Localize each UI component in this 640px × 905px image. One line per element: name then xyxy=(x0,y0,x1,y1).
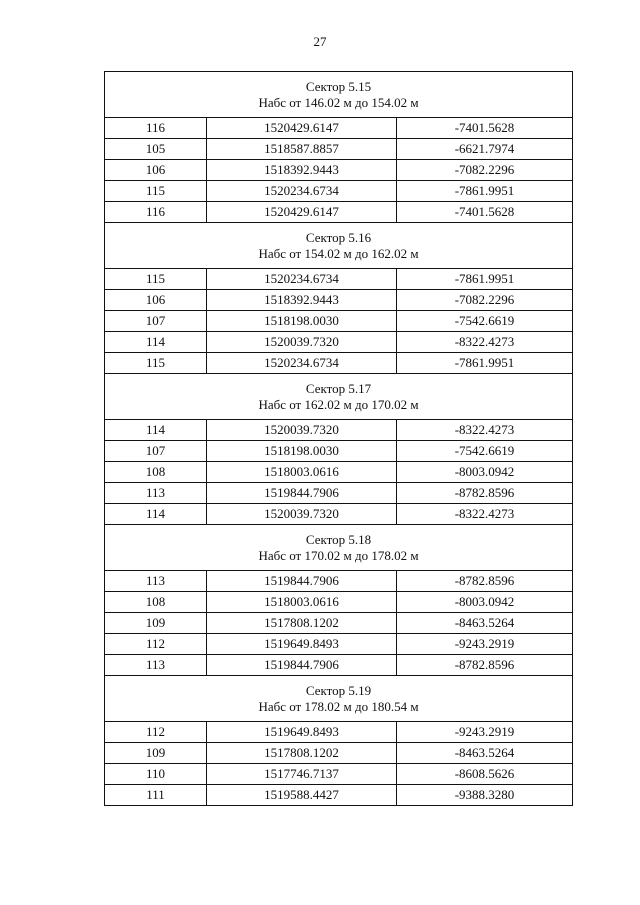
y-coordinate-cell: -7082.2296 xyxy=(397,160,573,181)
x-coordinate-cell: 1519844.7906 xyxy=(207,483,397,504)
table-row xyxy=(105,785,573,806)
y-coordinate-cell: -8322.4273 xyxy=(397,332,573,353)
x-coordinate-cell: 1518003.0616 xyxy=(207,592,397,613)
point-number-cell: 113 xyxy=(105,655,207,676)
x-coordinate-cell: 1519649.8493 xyxy=(207,722,397,743)
point-number-cell: 115 xyxy=(105,269,207,290)
sector-title: Сектор 5.19 xyxy=(305,682,372,698)
table-row xyxy=(105,202,573,223)
x-coordinate-cell: 1520234.6734 xyxy=(207,181,397,202)
point-number-cell: 109 xyxy=(105,743,207,764)
coordinates-table-body xyxy=(105,72,573,806)
y-coordinate-cell: -8322.4273 xyxy=(397,504,573,525)
y-coordinate-cell: -8463.5264 xyxy=(397,613,573,634)
y-coordinate-cell: -8608.5626 xyxy=(397,764,573,785)
x-coordinate-cell: 1520429.6147 xyxy=(207,202,397,223)
y-coordinate-cell: -8782.8596 xyxy=(397,655,573,676)
sector-header-cell xyxy=(105,72,573,118)
coordinates-table xyxy=(104,71,573,806)
sector-height-range: Набс от 146.02 м до 154.02 м xyxy=(258,94,419,110)
sector-header-row xyxy=(105,676,573,722)
y-coordinate-cell: -7542.6619 xyxy=(397,441,573,462)
point-number-cell: 110 xyxy=(105,764,207,785)
x-coordinate-cell: 1518587.8857 xyxy=(207,139,397,160)
x-coordinate-cell: 1520429.6147 xyxy=(207,118,397,139)
point-number-cell: 108 xyxy=(105,592,207,613)
point-number-cell: 112 xyxy=(105,722,207,743)
point-number-cell: 107 xyxy=(105,441,207,462)
sector-height-range: Набс от 154.02 м до 162.02 м xyxy=(258,245,419,261)
sector-header-cell xyxy=(105,676,573,722)
table-row xyxy=(105,462,573,483)
x-coordinate-cell: 1519649.8493 xyxy=(207,634,397,655)
point-number-cell: 114 xyxy=(105,332,207,353)
x-coordinate-cell: 1517746.7137 xyxy=(207,764,397,785)
x-coordinate-cell: 1517808.1202 xyxy=(207,613,397,634)
y-coordinate-cell: -6621.7974 xyxy=(397,139,573,160)
x-coordinate-cell: 1517808.1202 xyxy=(207,743,397,764)
x-coordinate-cell: 1520039.7320 xyxy=(207,504,397,525)
sector-header-cell xyxy=(105,374,573,420)
sector-title: Сектор 5.17 xyxy=(305,380,372,396)
y-coordinate-cell: -7861.9951 xyxy=(397,353,573,374)
table-row xyxy=(105,722,573,743)
y-coordinate-cell: -8003.0942 xyxy=(397,592,573,613)
point-number-cell: 115 xyxy=(105,353,207,374)
y-coordinate-cell: -7542.6619 xyxy=(397,311,573,332)
table-row xyxy=(105,743,573,764)
point-number-cell: 112 xyxy=(105,634,207,655)
sector-height-range: Набс от 178.02 м до 180.54 м xyxy=(258,698,419,714)
point-number-cell: 105 xyxy=(105,139,207,160)
point-number-cell: 109 xyxy=(105,613,207,634)
table-row xyxy=(105,613,573,634)
point-number-cell: 114 xyxy=(105,420,207,441)
table-row xyxy=(105,353,573,374)
table-row xyxy=(105,181,573,202)
y-coordinate-cell: -8003.0942 xyxy=(397,462,573,483)
x-coordinate-cell: 1520039.7320 xyxy=(207,420,397,441)
table-row xyxy=(105,655,573,676)
table-row xyxy=(105,118,573,139)
point-number-cell: 107 xyxy=(105,311,207,332)
point-number-cell: 113 xyxy=(105,483,207,504)
point-number-cell: 106 xyxy=(105,160,207,181)
sector-header-row xyxy=(105,72,573,118)
x-coordinate-cell: 1520234.6734 xyxy=(207,353,397,374)
table-row xyxy=(105,441,573,462)
sector-header-row xyxy=(105,525,573,571)
y-coordinate-cell: -7861.9951 xyxy=(397,269,573,290)
y-coordinate-cell: -7861.9951 xyxy=(397,181,573,202)
sector-header-row xyxy=(105,374,573,420)
sector-title: Сектор 5.18 xyxy=(305,531,372,547)
table-row xyxy=(105,764,573,785)
sector-header-cell xyxy=(105,525,573,571)
x-coordinate-cell: 1518392.9443 xyxy=(207,290,397,311)
y-coordinate-cell: -7401.5628 xyxy=(397,118,573,139)
y-coordinate-cell: -8782.8596 xyxy=(397,571,573,592)
x-coordinate-cell: 1520039.7320 xyxy=(207,332,397,353)
y-coordinate-cell: -7082.2296 xyxy=(397,290,573,311)
sector-header-row xyxy=(105,223,573,269)
table-row xyxy=(105,504,573,525)
y-coordinate-cell: -8782.8596 xyxy=(397,483,573,504)
table-row xyxy=(105,311,573,332)
table-row xyxy=(105,290,573,311)
x-coordinate-cell: 1519844.7906 xyxy=(207,655,397,676)
table-row xyxy=(105,634,573,655)
sector-header-cell xyxy=(105,223,573,269)
point-number-cell: 111 xyxy=(105,785,207,806)
point-number-cell: 113 xyxy=(105,571,207,592)
x-coordinate-cell: 1518198.0030 xyxy=(207,441,397,462)
x-coordinate-cell: 1518003.0616 xyxy=(207,462,397,483)
x-coordinate-cell: 1519844.7906 xyxy=(207,571,397,592)
point-number-cell: 115 xyxy=(105,181,207,202)
table-row xyxy=(105,269,573,290)
sector-height-range: Набс от 162.02 м до 170.02 м xyxy=(258,396,419,412)
table-row xyxy=(105,332,573,353)
point-number-cell: 116 xyxy=(105,118,207,139)
table-row xyxy=(105,592,573,613)
table-row xyxy=(105,139,573,160)
point-number-cell: 114 xyxy=(105,504,207,525)
y-coordinate-cell: -8322.4273 xyxy=(397,420,573,441)
x-coordinate-cell: 1518198.0030 xyxy=(207,311,397,332)
y-coordinate-cell: -9243.2919 xyxy=(397,634,573,655)
y-coordinate-cell: -9388.3280 xyxy=(397,785,573,806)
sector-height-range: Набс от 170.02 м до 178.02 м xyxy=(258,547,419,563)
x-coordinate-cell: 1519588.4427 xyxy=(207,785,397,806)
y-coordinate-cell: -7401.5628 xyxy=(397,202,573,223)
sector-title: Сектор 5.16 xyxy=(305,229,372,245)
page-number: 27 xyxy=(313,34,327,49)
table-row xyxy=(105,571,573,592)
point-number-cell: 106 xyxy=(105,290,207,311)
table-row xyxy=(105,420,573,441)
x-coordinate-cell: 1520234.6734 xyxy=(207,269,397,290)
sector-title: Сектор 5.15 xyxy=(305,78,372,94)
x-coordinate-cell: 1518392.9443 xyxy=(207,160,397,181)
point-number-cell: 108 xyxy=(105,462,207,483)
table-row xyxy=(105,483,573,504)
point-number-cell: 116 xyxy=(105,202,207,223)
y-coordinate-cell: -8463.5264 xyxy=(397,743,573,764)
y-coordinate-cell: -9243.2919 xyxy=(397,722,573,743)
table-row xyxy=(105,160,573,181)
